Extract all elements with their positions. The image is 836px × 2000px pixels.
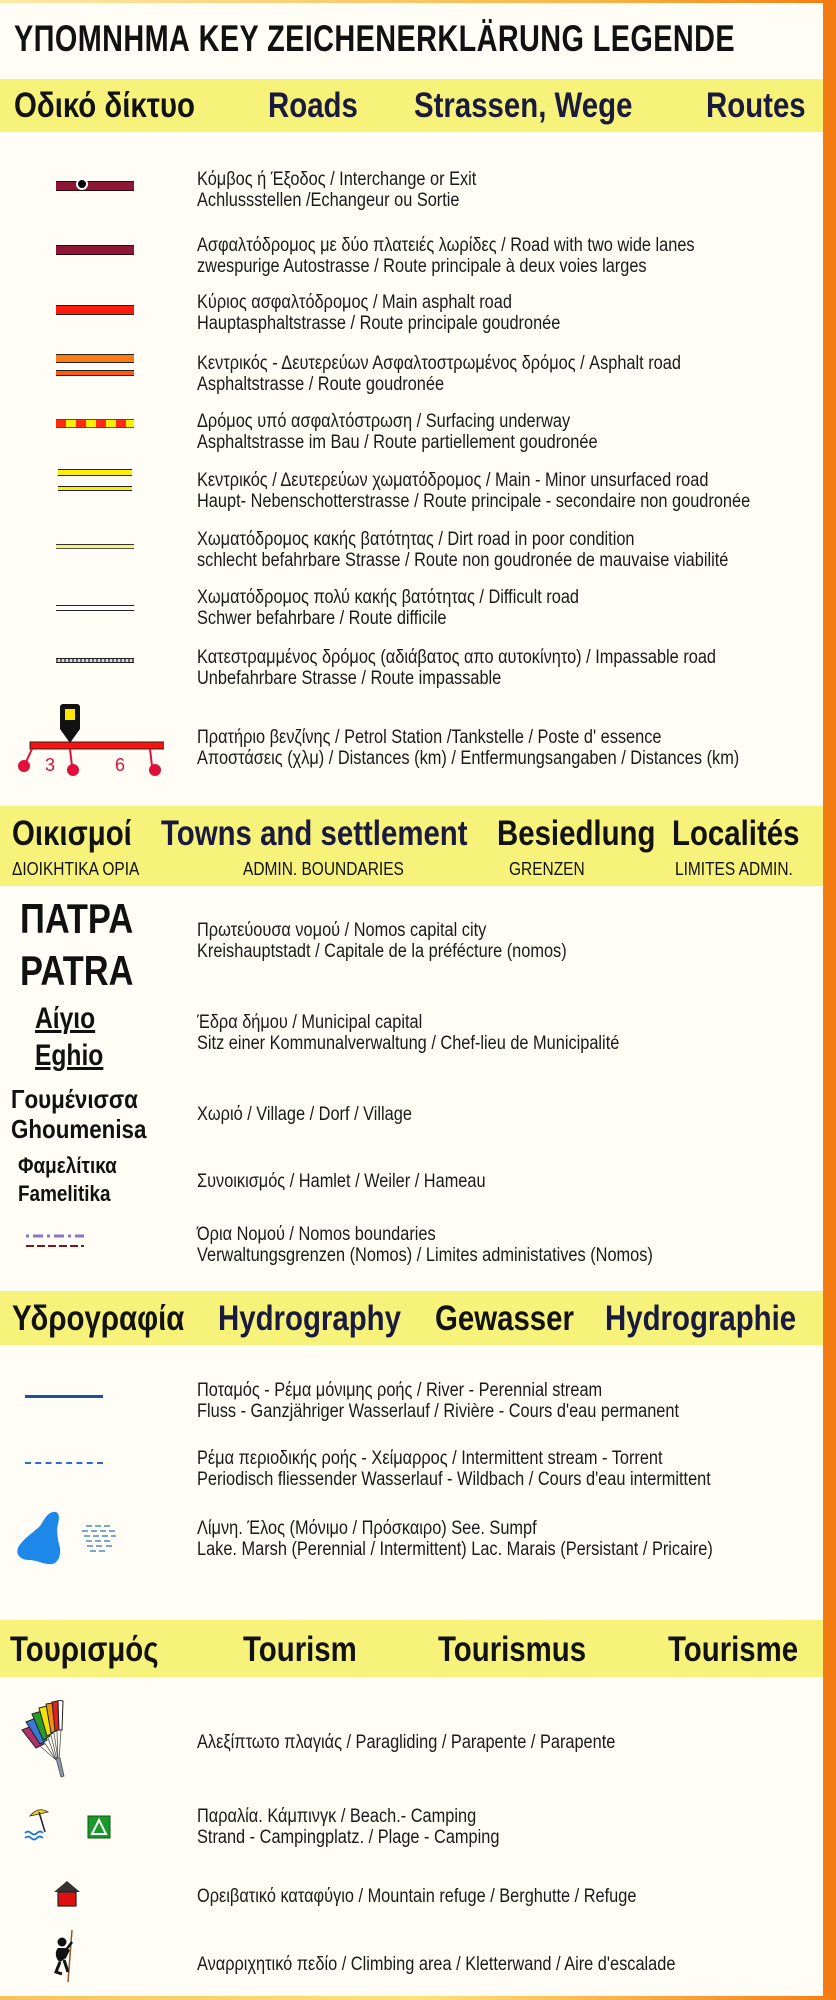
lake-marsh-icon — [14, 1508, 124, 1568]
road-item-interchange: Κόμβος ή Έξοδος / Interchange or Exit Achlussstellen /Echangeur ou Sortie — [197, 169, 477, 211]
roads-header-german: Strassen, Wege — [414, 86, 633, 125]
distance-label-3: 3 — [45, 755, 56, 775]
town-example-village: Γουμένισσα Ghoumenisa — [11, 1084, 147, 1144]
hydro-header-french: Hydrographie — [605, 1299, 797, 1338]
unsurfaced-road-icon — [58, 469, 132, 491]
hydro-header-greek: Υδρογραφία — [12, 1299, 185, 1338]
town-example-municipal: Αίγιο Eghio — [35, 1002, 104, 1072]
two-lane-road-icon — [56, 245, 134, 255]
roads-header-french: Routes — [706, 86, 806, 125]
paragliding-icon — [16, 1700, 86, 1780]
towns-header-german: Besiedlung — [497, 814, 656, 853]
roads-header-english: Roads — [268, 86, 358, 125]
road-item-asphalt: Κεντρικός - Δευτερεύων Ασφαλτοστρωμένος δρόμος / Asphalt road Asphaltstrasse / Route goudronée — [197, 353, 681, 395]
tourism-header-english: Tourism — [243, 1630, 357, 1669]
main-asphalt-road-icon — [56, 305, 134, 315]
tourism-header-french: Tourisme — [668, 1630, 799, 1669]
tourism-header-greek: Τουρισμός — [10, 1630, 159, 1669]
petrol-station-icon — [14, 700, 164, 782]
hydro-item-lake-marsh: Λίμνη. Έλος (Μόνιμο / Πρόσκαιρο) See. Sumpf Lake. Marsh (Perennial / Intermittent) Lac. Marais (Persistant / Pricaire) — [197, 1518, 713, 1560]
mountain-refuge-icon — [52, 1880, 82, 1908]
town-example-capital: ΠΑΤΡΑ PATRA — [20, 895, 134, 994]
towns-header-band — [0, 806, 823, 886]
hydro-item-river: Ποταμός - Ρέμα μόνιμης ροής / River - Perennial stream Fluss - Ganzjähriger Wasserlauf / Rivière - Cours d'eau permanent — [197, 1380, 680, 1422]
road-item-petrol: Πρατήριο βενζίνης / Petrol Station /Tankstelle / Poste d' essence Αποστάσεις (χλμ) / Distances (km) / Entfermungsangaben / Distances (km) — [197, 727, 740, 769]
tourism-header-german: Tourismus — [438, 1630, 587, 1669]
road-item-two-lane: Ασφαλτόδρομος με δύο πλατειές λωρίδες / Road with two wide lanes zwespurige Autostrasse / Route principale à deux voies larges — [197, 235, 695, 277]
towns-header-greek: Οικισμοί — [12, 814, 132, 853]
road-item-unsurfaced: Κεντρικός / Δευτερεύων χωματόδρομος / Main - Minor unsurfaced road Haupt- Nebenschotterstrasse / Route principale - secondaire non goudronée — [197, 470, 751, 512]
admin-boundaries-english: ADMIN. BOUNDARIES — [243, 859, 404, 879]
roads-header-band — [0, 79, 823, 132]
hydro-item-intermittent: Ρέμα περιοδικής ροής - Χείμαρρος / Intermittent stream - Torrent Periodisch fliessender Wasserlauf - Wildbach / Cours d'eau intermittent — [197, 1448, 711, 1490]
hydro-header-band — [0, 1291, 823, 1345]
tourism-item-paragliding: Αλεξίπτωτο πλαγιάς / Paragliding / Parapente / Parapente — [197, 1732, 616, 1753]
interchange-icon — [56, 181, 134, 191]
river-icon — [25, 1395, 103, 1398]
town-example-hamlet: Φαμελίτικα Famelitika — [18, 1153, 117, 1206]
legend-title: ΥΠΟΜΝΗΜΑ KEY ZEICHENERKLÄRUNG LEGENDE — [14, 18, 736, 59]
beach-camping-icon — [20, 1806, 120, 1846]
dirt-road-icon — [56, 544, 134, 549]
difficult-road-icon — [56, 605, 134, 611]
road-item-dirt: Χωματόδρομος κακής βατότητας / Dirt road in poor condition schlecht befahrbare Strasse / Route non goudronée de mauvaise viabilité — [197, 529, 729, 571]
road-item-surfacing: Δρόμος υπό ασφαλτόστρωση / Surfacing underway Asphaltstrasse im Bau / Route partiellement goudronée — [197, 411, 598, 453]
towns-header-french: Localités — [672, 814, 800, 853]
towns-header-english: Towns and settlement — [161, 814, 468, 853]
tourism-item-mountain-refuge: Ορειβατικό καταφύγιο / Mountain refuge / Berghutte / Refuge — [197, 1886, 637, 1907]
roads-header-greek: Οδικό δίκτυο — [14, 86, 195, 125]
admin-boundaries-french: LIMITES ADMIN. — [675, 859, 793, 879]
impassable-road-icon — [56, 658, 134, 663]
admin-boundaries-greek: ΔΙΟΙΚΗΤΙΚΑ ΟΡΙΑ — [12, 859, 140, 879]
town-item-hamlet: Συνοικισμός / Hamlet / Weiler / Hameau — [197, 1171, 486, 1192]
nomos-boundary-icon — [24, 1232, 86, 1252]
admin-boundaries-german: GRENZEN — [509, 859, 585, 879]
hydro-header-german: Gewasser — [435, 1299, 574, 1338]
hydro-header-english: Hydrography — [218, 1299, 401, 1338]
road-item-main-asphalt: Κύριος ασφαλτόδρομος / Main asphalt road Hauptasphaltstrasse / Route principale goudronée — [197, 292, 561, 334]
road-item-difficult: Χωματόδρομος πολύ κακής βατότητας / Difficult road Schwer befahrbare / Route difficile — [197, 587, 580, 629]
tourism-item-beach-camping: Παραλία. Κάμπινγκ / Beach.- Camping Strand - Campingplatz. / Plage - Camping — [197, 1806, 500, 1848]
tourism-item-climbing: Αναρριχητικό πεδίο / Climbing area / Kletterwand / Aire d'escalade — [197, 1954, 676, 1975]
town-item-nomos-boundaries: Όρια Νομού / Nomos boundaries Verwaltungsgrenzen (Nomos) / Limites administatives (Nomos) — [197, 1224, 653, 1266]
frame-right-edge — [823, 0, 836, 2000]
road-item-impassable: Κατεστραμμένος δρόμος (αδιάβατος απο αυτοκίνητο) / Impassable road Unbefahrbare Strasse / Route impassable — [197, 647, 717, 689]
distance-label-6: 6 — [115, 755, 126, 775]
intermittent-stream-icon — [25, 1462, 103, 1464]
town-item-municipal: Έδρα δήμου / Municipal capital Sitz einer Kommunalverwaltung / Chef-lieu de Municipalité — [197, 1012, 620, 1054]
climbing-icon — [50, 1928, 80, 1984]
tourism-header-band — [0, 1620, 823, 1677]
town-item-village: Χωριό / Village / Dorf / Village — [197, 1104, 412, 1125]
town-item-capital: Πρωτεύουσα νομού / Nomos capital city Kreishauptstadt / Capitale de la préfécture (nomos) — [197, 920, 567, 962]
surfacing-underway-icon — [56, 419, 134, 428]
asphalt-road-icon — [56, 354, 134, 376]
